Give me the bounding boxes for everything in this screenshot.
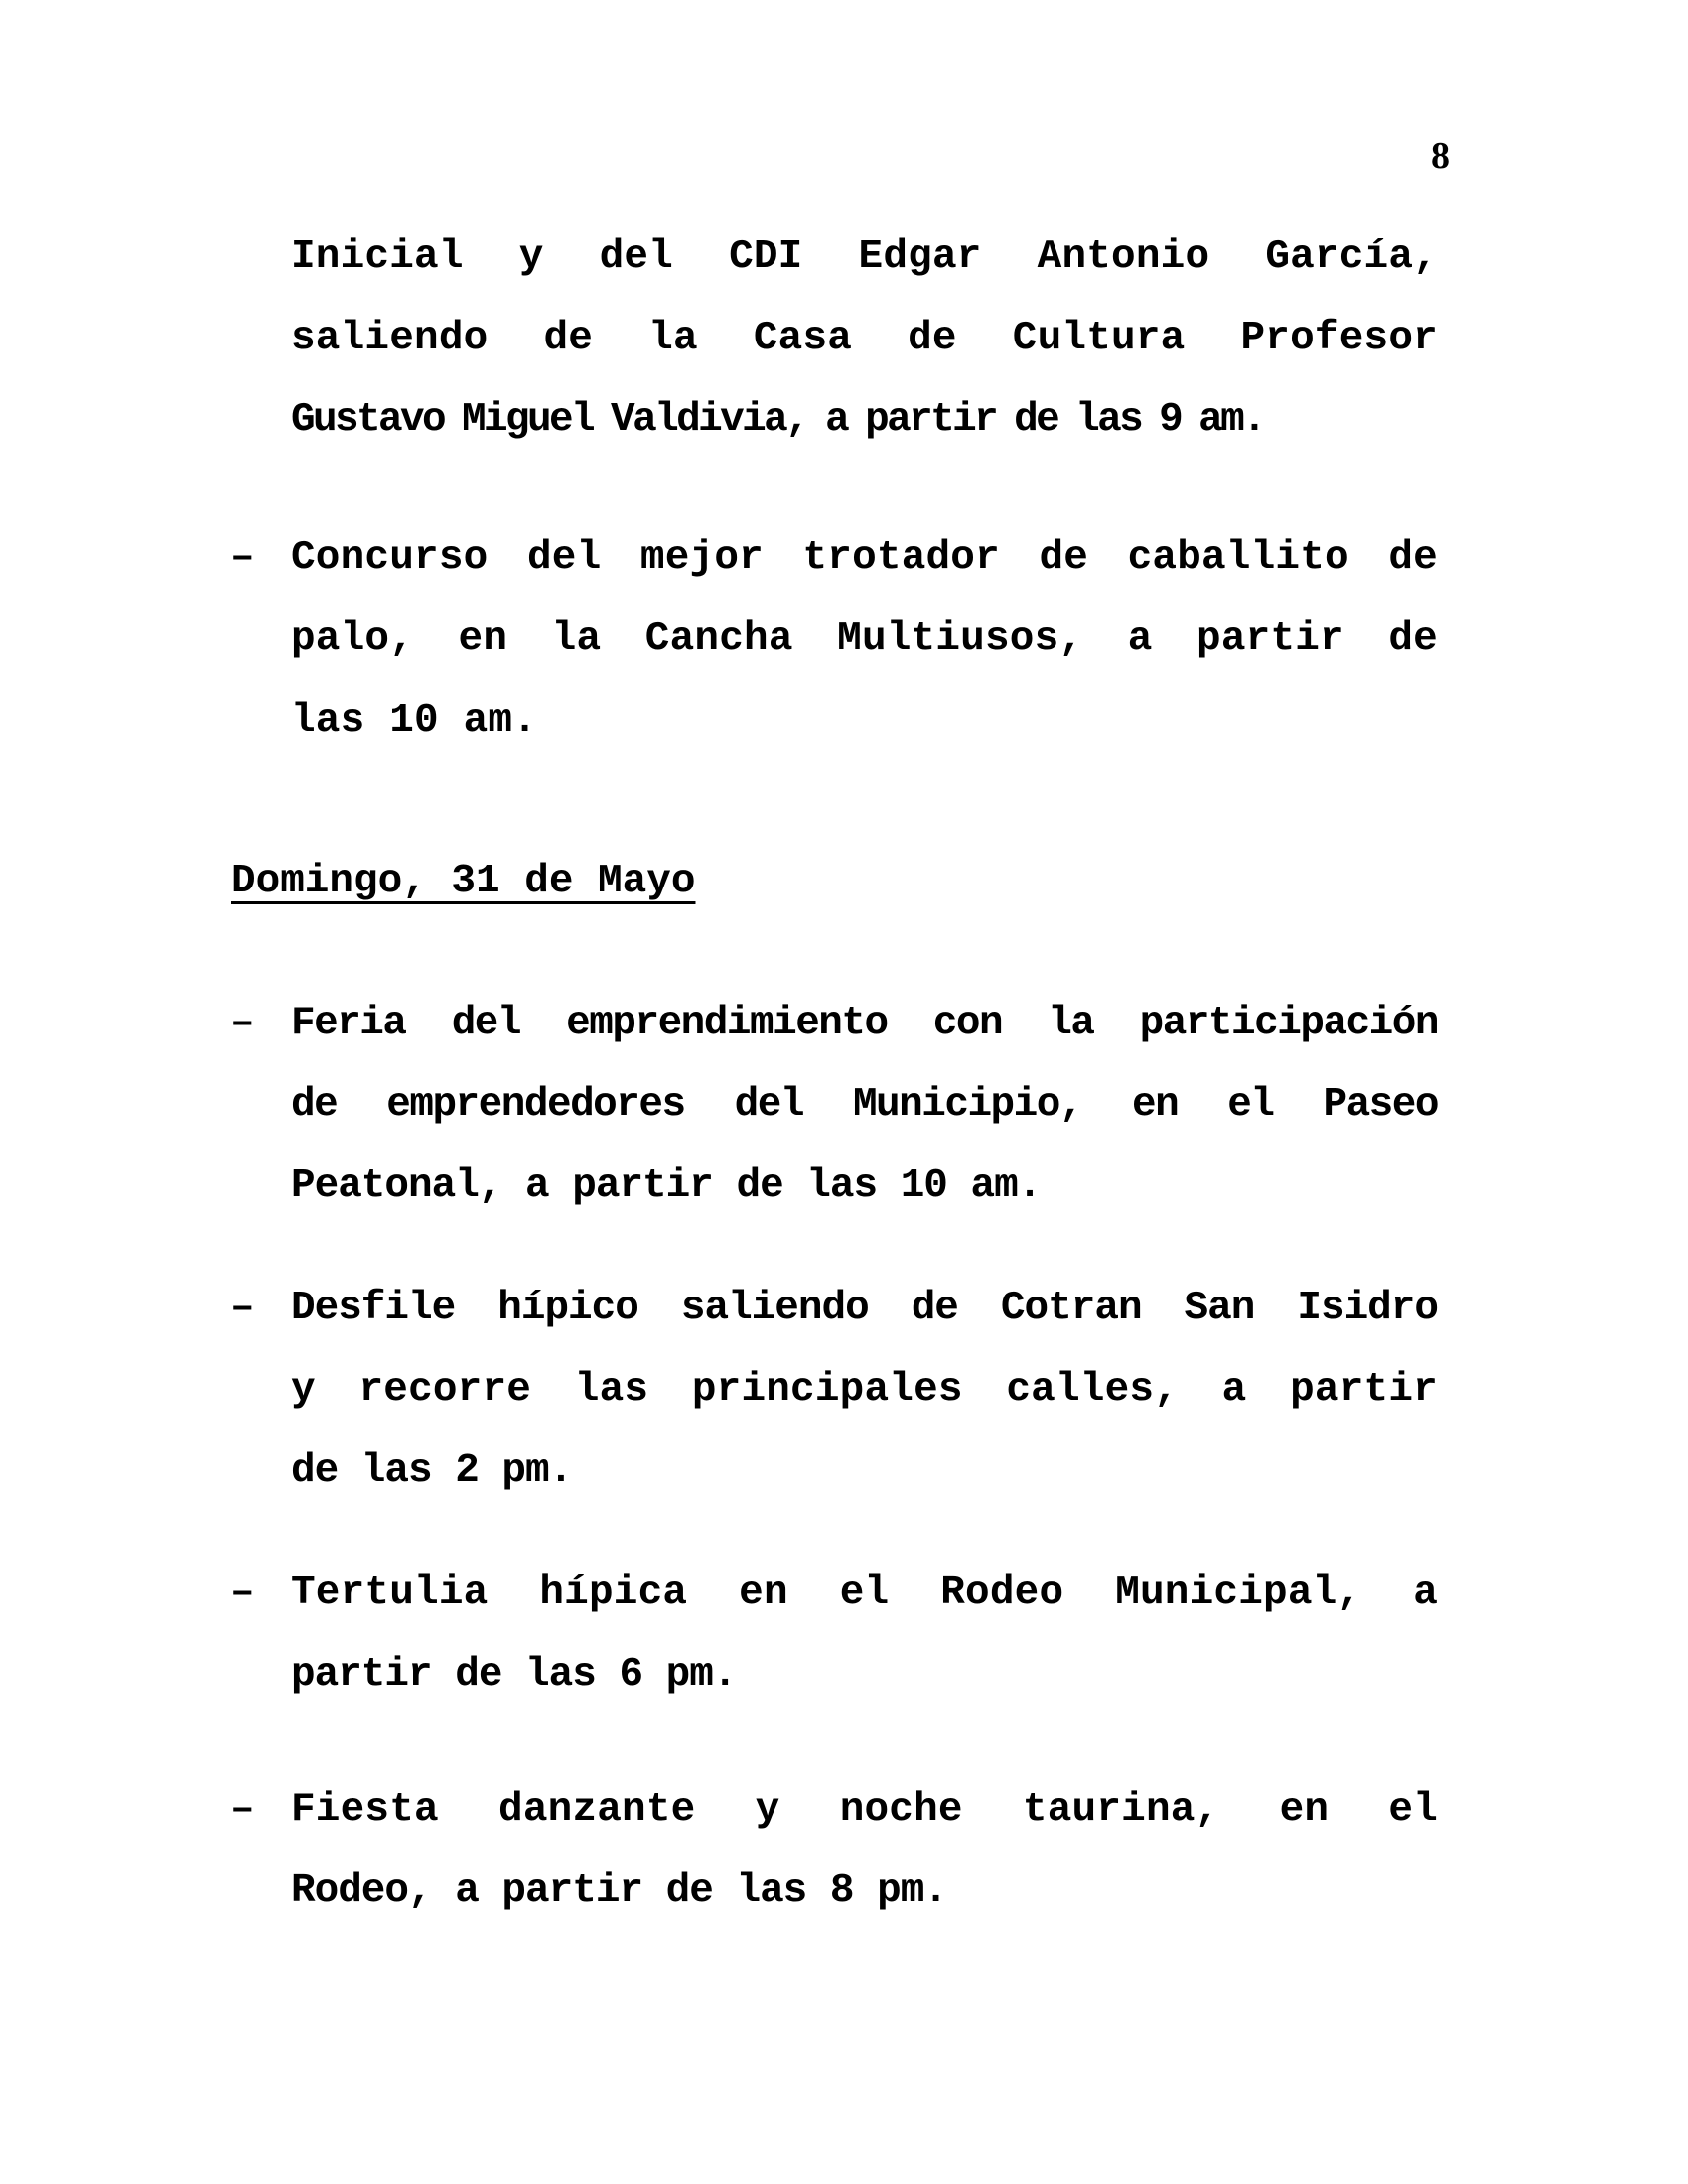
word: en — [1132, 1082, 1179, 1128]
word: con — [932, 1001, 1003, 1046]
text-line: Peatonal, a partir de las 10 am. — [291, 1163, 1042, 1209]
word: Edgar — [858, 234, 982, 280]
word: Isidro — [1297, 1286, 1438, 1331]
text-line: Gustavo Miguel Valdivia, a partir de las 9 am. — [291, 397, 1265, 443]
word: la — [551, 616, 602, 662]
word: partir — [1196, 616, 1344, 662]
word: el — [839, 1570, 890, 1616]
word: saliendo — [680, 1286, 869, 1331]
word: y — [755, 1787, 780, 1833]
text-line: las 10 am. — [291, 698, 538, 744]
word: del — [451, 1001, 520, 1046]
word: Paseo — [1323, 1082, 1438, 1128]
word: noche — [839, 1787, 963, 1833]
word: de — [911, 1286, 958, 1331]
word: la — [648, 316, 698, 361]
word: San — [1184, 1286, 1255, 1331]
word: Feria — [291, 1001, 406, 1046]
event-item-concurso — [291, 517, 1438, 761]
word: Desfile — [291, 1286, 456, 1331]
word: Inicial — [291, 234, 464, 280]
word: el — [1388, 1787, 1438, 1833]
word: en — [739, 1570, 788, 1616]
word: Municipio, — [852, 1082, 1082, 1128]
word: de — [291, 1082, 338, 1128]
word: taurina, — [1022, 1787, 1220, 1833]
word: partir — [1290, 1367, 1438, 1413]
word: del — [526, 535, 602, 581]
word: Rodeo — [940, 1570, 1064, 1616]
word: Cultura — [1012, 316, 1186, 361]
text-line — [291, 599, 1438, 680]
page-number: 8 — [1431, 135, 1450, 177]
section-heading-domingo: Domingo, 31 de Mayo — [231, 859, 696, 904]
word: participación — [1139, 1001, 1438, 1046]
word: principales — [691, 1367, 963, 1413]
word: a — [1413, 1570, 1438, 1616]
word: caballito — [1127, 535, 1349, 581]
bullet-dash: – — [230, 1570, 255, 1616]
text-line — [291, 1268, 1438, 1349]
text-line — [291, 517, 1438, 599]
word: trotador — [802, 535, 1000, 581]
word: el — [1227, 1082, 1274, 1128]
word: hípico — [497, 1286, 638, 1331]
word: recorre — [358, 1367, 532, 1413]
word: hípica — [539, 1570, 688, 1616]
word: danzante — [498, 1787, 696, 1833]
word: la — [1048, 1001, 1094, 1046]
word: de — [908, 316, 957, 361]
word: del — [734, 1082, 803, 1128]
word: Fiesta — [291, 1787, 439, 1833]
event-item-desfile — [291, 1268, 1438, 1512]
word: Antonio — [1037, 234, 1210, 280]
text-line: Rodeo, a partir de las 8 pm. — [291, 1868, 947, 1914]
text-line: partir de las 6 pm. — [291, 1652, 737, 1698]
word: palo, — [291, 616, 415, 662]
event-item-fiesta — [291, 1769, 1438, 1932]
word: Cancha — [644, 616, 793, 662]
text-line: de las 2 pm. — [291, 1448, 573, 1494]
word: Casa — [753, 316, 853, 361]
text-line — [291, 1064, 1438, 1146]
word: CDI — [729, 234, 803, 280]
word: y — [518, 234, 544, 280]
text-line — [291, 216, 1438, 298]
word: emprendedores — [386, 1082, 685, 1128]
word: mejor — [639, 535, 764, 581]
word: y — [291, 1367, 316, 1413]
word: de — [1388, 616, 1438, 662]
word: en — [458, 616, 508, 662]
word: las — [574, 1367, 649, 1413]
event-item-tertulia — [291, 1553, 1438, 1715]
word: Multiusos, — [837, 616, 1084, 662]
word: García, — [1265, 234, 1438, 280]
intro-continuation-paragraph — [291, 216, 1438, 461]
word: de — [1388, 535, 1438, 581]
word: del — [599, 234, 673, 280]
bullet-dash: – — [230, 1001, 255, 1046]
word: Profesor — [1240, 316, 1438, 361]
word: Tertulia — [291, 1570, 489, 1616]
word: a — [1221, 1367, 1247, 1413]
text-line — [291, 1769, 1438, 1850]
word: en — [1279, 1787, 1330, 1833]
bullet-dash: – — [230, 1787, 255, 1833]
word: Municipal, — [1115, 1570, 1362, 1616]
word: de — [543, 316, 594, 361]
word: a — [1127, 616, 1153, 662]
text-line — [291, 1553, 1438, 1634]
word: Concurso — [291, 535, 489, 581]
text-line — [291, 298, 1438, 379]
word: Cotran — [1000, 1286, 1142, 1331]
word: de — [1039, 535, 1089, 581]
text-line — [291, 983, 1438, 1064]
word: saliendo — [291, 316, 489, 361]
bullet-dash: – — [230, 1286, 255, 1331]
word: emprendimiento — [566, 1001, 888, 1046]
word: calles, — [1006, 1367, 1179, 1413]
bullet-dash: – — [230, 535, 255, 581]
event-item-feria — [291, 983, 1438, 1227]
text-line — [291, 1349, 1438, 1431]
